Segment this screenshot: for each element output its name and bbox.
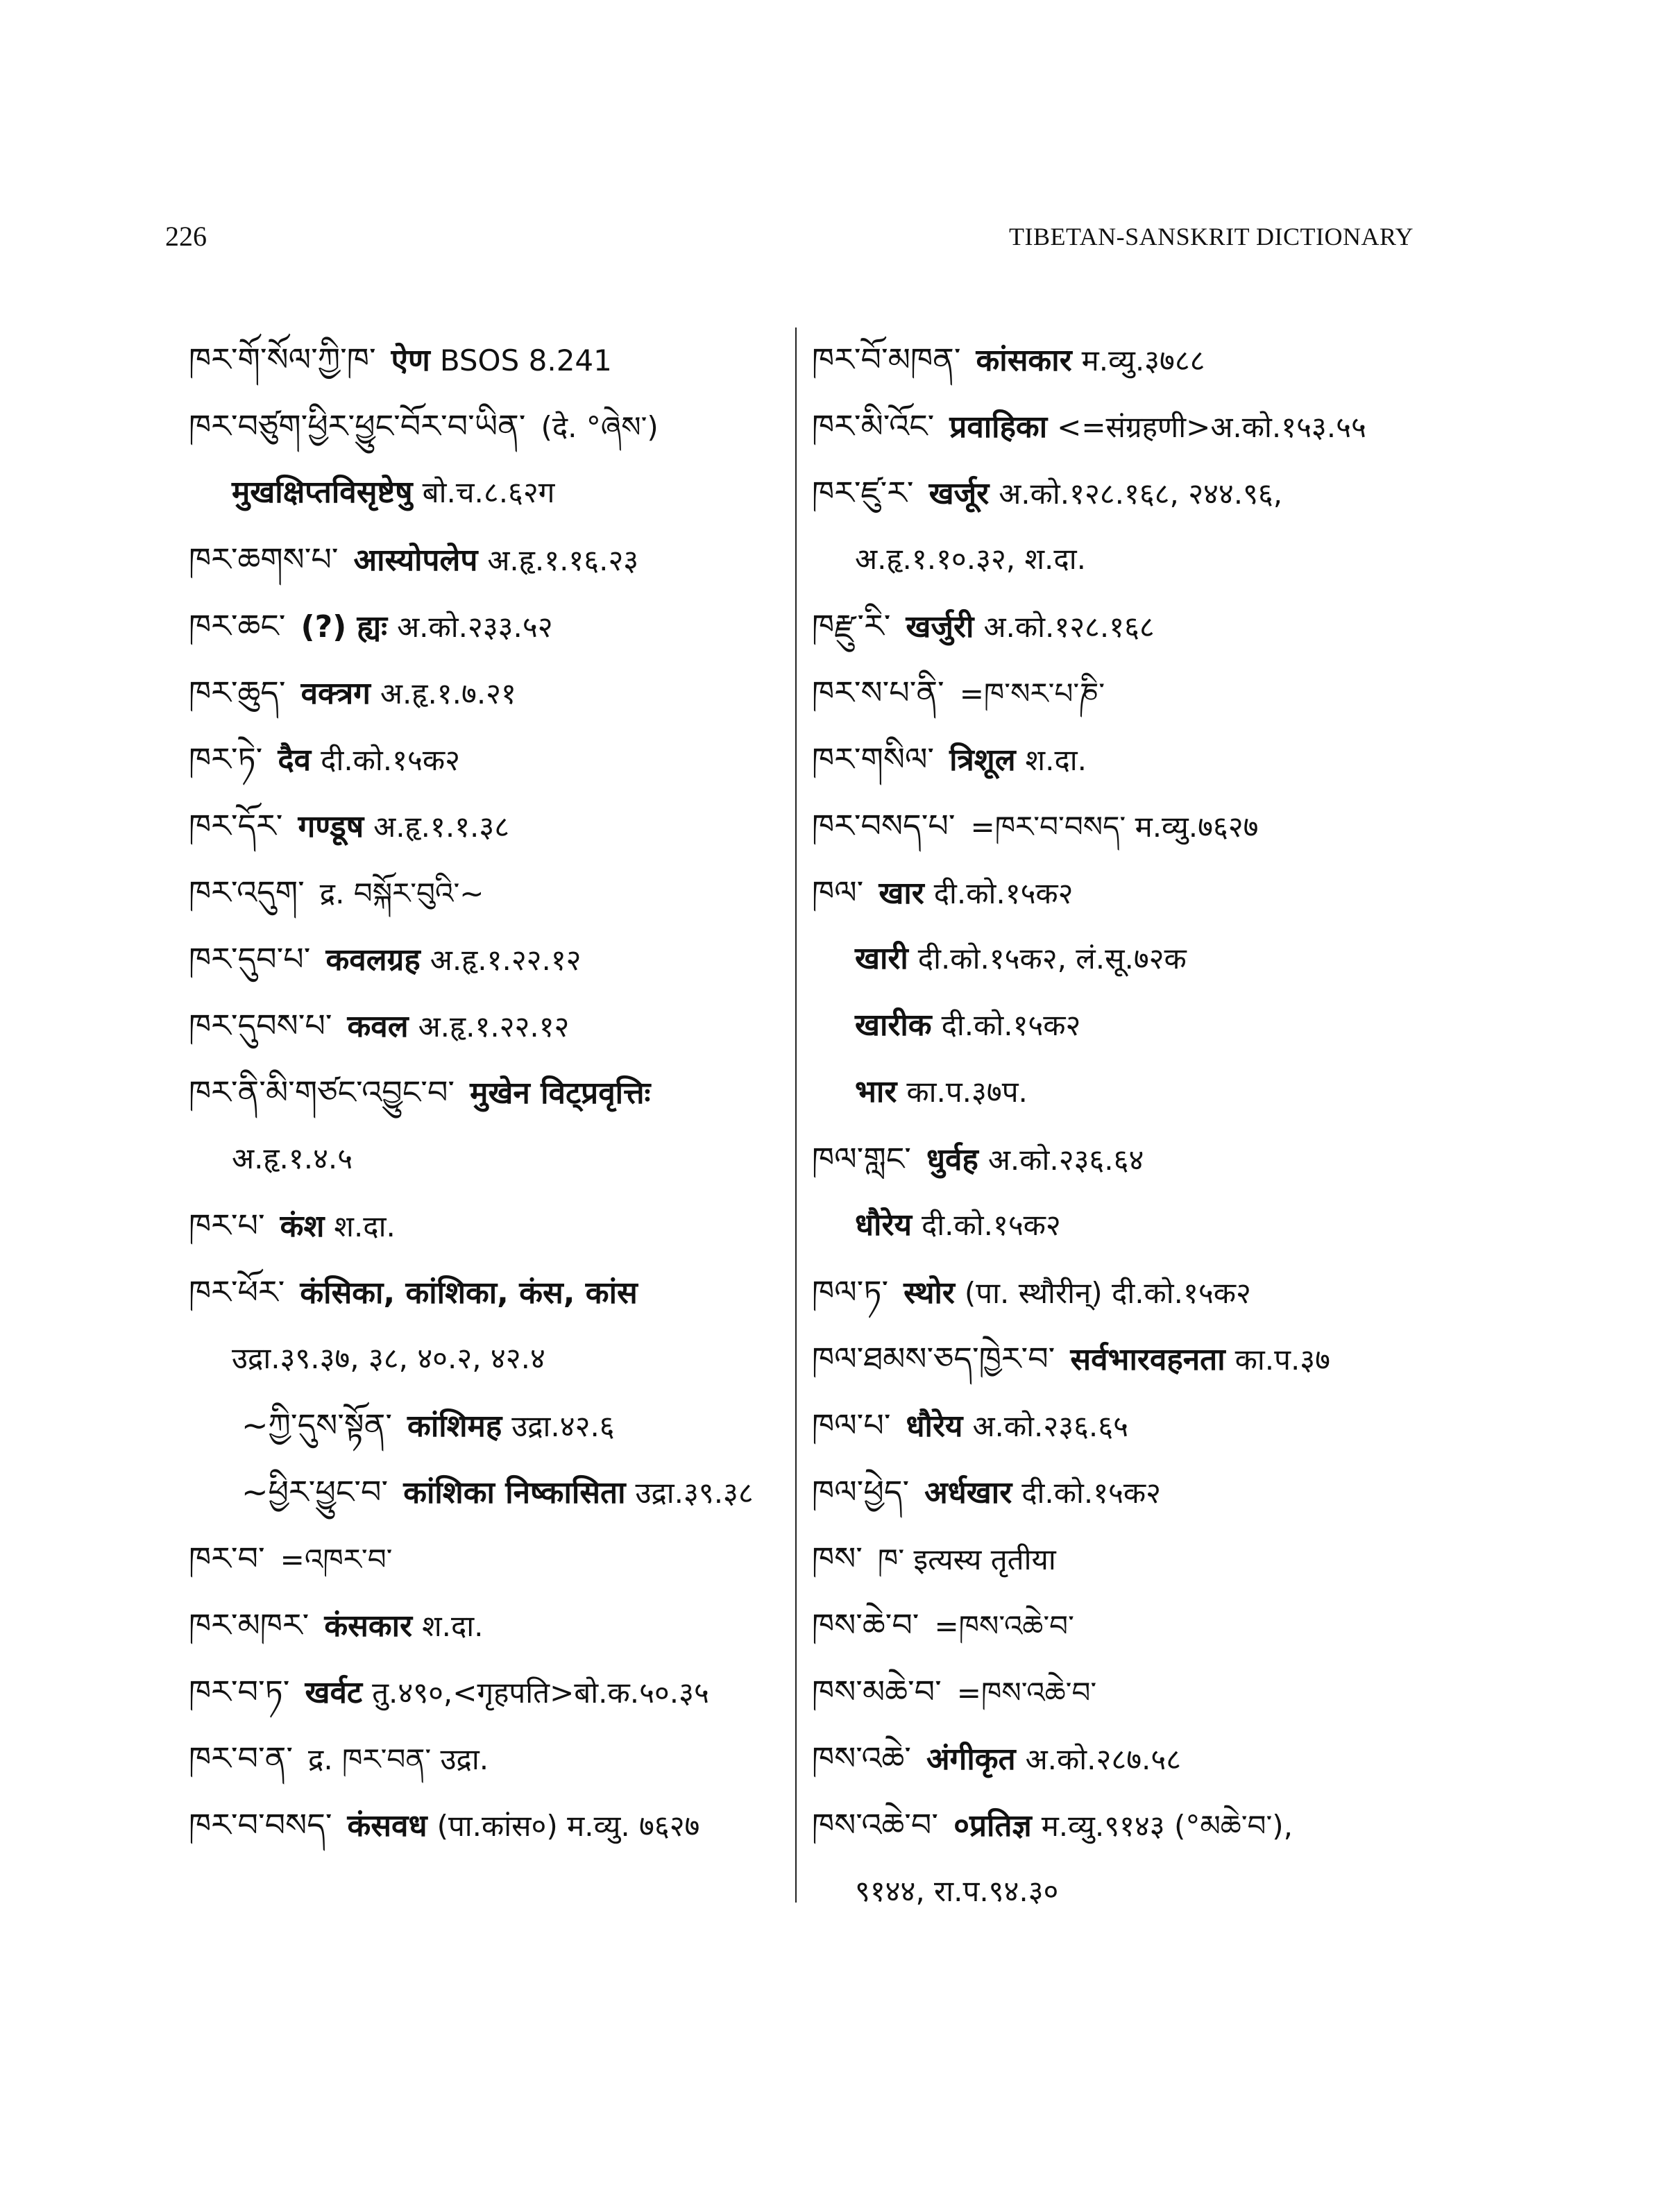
dictionary-entry: [189, 659, 786, 726]
tibetan-headword: ཁར་ཆང་: [189, 607, 286, 645]
source-reference: उद्रा.३९.३८: [635, 1476, 754, 1510]
dictionary-entry: [812, 1059, 1423, 1125]
source-reference: अ.हृ.१.१६.२३: [487, 543, 639, 577]
dictionary-entry: [812, 1725, 1423, 1792]
tibetan-headword: ཁལ་ཐམས་ཅད་ཁྱེར་བ་: [812, 1340, 1055, 1377]
sanskrit-equivalent: अंगीकृत: [926, 1742, 1016, 1777]
tibetan-headword: ཁལ་: [812, 874, 864, 911]
source-reference: अ.हृ.१.२२.१२: [418, 1010, 570, 1044]
sanskrit-equivalent: वक्त्रग: [300, 676, 371, 711]
sanskrit-equivalent: मुखेन विट्प्रवृत्तिः: [470, 1075, 651, 1111]
source-reference: दी.को.१५क२: [933, 876, 1074, 910]
dictionary-entry: [189, 726, 786, 792]
dictionary-entry: [189, 926, 786, 992]
tibetan-headword: ཁར་ཆུད་: [189, 674, 286, 711]
source-reference: श.दा.: [1025, 743, 1087, 777]
dictionary-entry: [189, 859, 786, 926]
tibetan-headword: ཁར་བོ་མཁན་: [812, 341, 961, 378]
column-divider: [795, 327, 797, 1903]
sanskrit-equivalent: कवल: [347, 1009, 409, 1044]
dictionary-entry: [812, 1592, 1423, 1658]
page-number: 226: [165, 221, 207, 252]
source-reference: दी.को.१५क२: [921, 1208, 1061, 1242]
dictionary-entry: [812, 393, 1423, 459]
left-column: [189, 326, 786, 1858]
sanskrit-equivalent: अर्धखार: [924, 1475, 1012, 1511]
tibetan-headword: ཁལ་ཏ་: [812, 1273, 889, 1311]
tibetan-headword: ཁར་པ་: [189, 1207, 265, 1244]
dictionary-entry: [189, 1525, 786, 1592]
dictionary-entry: [189, 1325, 786, 1392]
source-reference: ཁ་ इत्यस्य तृतीया: [877, 1542, 1056, 1576]
dictionary-entry: [189, 1792, 786, 1858]
sanskrit-equivalent: आस्योपलेप: [353, 543, 478, 578]
dictionary-entry: [812, 859, 1423, 926]
sanskrit-equivalent: कांशिमह: [407, 1409, 502, 1444]
source-reference: अ.हृ.१.१०.३२, श.दा.: [855, 542, 1086, 576]
tibetan-headword: ཁར་འདུག་: [189, 874, 305, 911]
source-reference: =འཁར་བ་: [280, 1542, 393, 1576]
tibetan-headword: ཁར་ཕོར་: [189, 1273, 285, 1311]
source-reference: (पा.कांस०) म.व्यु. ७६२७: [436, 1809, 700, 1843]
dictionary-entry: [812, 1392, 1423, 1458]
dictionary-entry: [189, 1059, 786, 1125]
tibetan-headword: ཁལ་གླང་: [812, 1140, 911, 1177]
sanskrit-equivalent: खर्जुरी: [906, 609, 974, 645]
tibetan-headword: ཁས་མཆེ་བ་: [812, 1673, 942, 1710]
tibetan-headword: ཁར་བ་: [189, 1540, 265, 1577]
sanskrit-equivalent: मुखक्षिप्तविसृष्टेषु: [232, 475, 413, 510]
dictionary-entry: [189, 1658, 786, 1725]
tibetan-headword: ཁར་ཏེ་: [189, 740, 263, 778]
sanskrit-equivalent: खारीक: [855, 1007, 932, 1043]
source-reference: बो.च.८.६२ग: [422, 475, 555, 509]
source-reference: दी.को.१५क२: [321, 743, 460, 777]
dictionary-entry: [189, 992, 786, 1059]
dictionary-entry: [189, 1392, 786, 1458]
tibetan-headword: ཁར་མི་འོང་: [812, 407, 935, 445]
sanskrit-equivalent: कंसिका, कांशिका, कंस, कांस: [300, 1275, 638, 1311]
source-reference: अ.को.२३६.६४: [987, 1143, 1144, 1177]
sanskrit-equivalent: खार: [879, 876, 924, 911]
dictionary-entry: [189, 1458, 786, 1525]
dictionary-entry: [812, 1858, 1423, 1925]
source-reference: =ཁས་འཆེ་བ་: [956, 1676, 1097, 1710]
dictionary-entry: [812, 1325, 1423, 1392]
sanskrit-equivalent: कंसकार: [324, 1608, 413, 1644]
dictionary-entry: [189, 1259, 786, 1325]
tibetan-headword: ཁལ་ཕྱེད་: [812, 1473, 910, 1511]
source-reference: म.व्यु.३७८८: [1081, 343, 1205, 377]
source-reference: अ.को.२३३.५२: [397, 610, 553, 644]
source-reference: अ.हृ.१.४.५: [232, 1141, 353, 1175]
dictionary-entry: [812, 1125, 1423, 1192]
dictionary-entry: [812, 1525, 1423, 1592]
sanskrit-equivalent: खर्जूर: [928, 476, 990, 511]
source-reference: अ.हृ.१.७.२१: [380, 677, 516, 711]
source-reference: =ཁར་བ་བསད་ म.व्यु.७६२७: [970, 810, 1259, 844]
source-reference: <=संग्रहणी>अ.को.१५३.५५: [1057, 410, 1366, 444]
dictionary-entry: [812, 459, 1423, 526]
tibetan-headword: ཁར་བ་ན་: [189, 1739, 294, 1777]
source-reference: श.दा.: [422, 1609, 484, 1643]
source-reference: का.प.३७: [1234, 1343, 1330, 1377]
source-reference: अ.को.१२८.१६८, २४४.९६,: [999, 477, 1283, 511]
dictionary-entry: [812, 326, 1423, 393]
sanskrit-equivalent: खारी: [855, 941, 908, 976]
source-reference: BSOS 8.241: [439, 343, 612, 377]
source-reference: अ.हृ.१.१.३८: [373, 810, 510, 844]
source-reference: तु.४९०,<गृहपति>बो.क.५०.३५: [372, 1676, 709, 1710]
tibetan-headword: ཁར་བ་ཏ་: [189, 1673, 290, 1710]
tibetan-headword: ཁར་ནི་མི་གཙང་འབྱུང་བ་: [189, 1073, 455, 1111]
sanskrit-equivalent: प्रवाहिका: [949, 409, 1048, 445]
tibetan-headword: ཁལ་པ་: [812, 1406, 891, 1444]
right-column: [812, 326, 1423, 1925]
sanskrit-equivalent: कांसकार: [976, 343, 1072, 378]
source-reference: अ.को.२८७.५८: [1025, 1742, 1182, 1776]
source-reference: ९१४४, रा.प.९४.३०: [855, 1874, 1059, 1908]
source-reference: अ.को.२३६.६५: [972, 1409, 1128, 1443]
dictionary-entry: [189, 1192, 786, 1259]
tibetan-headword: ~ཀྱི་དུས་སྟོན་: [241, 1406, 393, 1444]
sanskrit-equivalent: ०प्रतिज्ञ: [953, 1808, 1032, 1844]
tibetan-headword: ཁར་ས་པ་ནི་: [812, 674, 944, 711]
dictionary-entry: [812, 1458, 1423, 1525]
tibetan-headword: ཁར་བཙུག་ཕྱིར་ཕྱུང་བོར་བ་ཡིན་: [189, 407, 526, 445]
tibetan-headword: ཁར་དུབས་པ་: [189, 1007, 332, 1044]
dictionary-entry: [812, 1792, 1423, 1858]
dictionary-entry: [189, 326, 786, 393]
source-reference: दी.को.१५क२, लं.सू.७२क: [917, 942, 1187, 976]
sanskrit-equivalent: धौरेय: [855, 1207, 912, 1243]
dictionary-entry: [812, 926, 1423, 992]
sanskrit-equivalent: कवलग्रह: [325, 942, 421, 978]
tibetan-headword: ཁར་ཛུ་ར་: [812, 474, 914, 511]
source-reference: अ.हृ.१.२२.१२: [430, 943, 582, 977]
dictionary-entry: [812, 1658, 1423, 1725]
sanskrit-equivalent: कंश: [280, 1209, 325, 1244]
source-reference: म.व्यु.९१४३ (°མཆེ་བ་),: [1041, 1809, 1293, 1843]
sanskrit-equivalent: धुर्वह: [926, 1142, 978, 1177]
dictionary-entry: [189, 1592, 786, 1658]
source-reference: (पा. स्थौरीन्) दी.को.१५क२: [964, 1276, 1251, 1310]
sanskrit-equivalent: ऐण: [391, 343, 430, 378]
tibetan-headword: ཁས་འཆེ་: [812, 1739, 911, 1777]
dictionary-entry: [812, 659, 1423, 726]
dictionary-entry: [189, 1725, 786, 1792]
sanskrit-equivalent: भार: [855, 1074, 897, 1109]
dictionary-entry: [812, 526, 1423, 593]
tibetan-headword: ཁར་བ་བསད་: [189, 1806, 332, 1844]
source-reference: =ཁ་སར་པ་ཎི་: [959, 677, 1105, 711]
sanskrit-equivalent: गण्डूष: [298, 809, 364, 844]
source-reference: उद्रा.३९.३७, ३८, ४०.२, ४२.४: [232, 1341, 545, 1375]
tibetan-headword: ཁར་གསིལ་: [812, 740, 935, 778]
sanskrit-equivalent: धौरेय: [906, 1409, 963, 1444]
source-reference: दी.को.१५क२: [1021, 1476, 1161, 1510]
tibetan-headword: ཁར་དུབ་པ་: [189, 940, 311, 978]
dictionary-entry: [812, 726, 1423, 792]
running-head: TIBETAN-SANSKRIT DICTIONARY: [1009, 223, 1414, 250]
dictionary-entry: [189, 792, 786, 859]
sanskrit-equivalent: स्थोर: [903, 1275, 955, 1311]
source-reference: =ཁས་འཆེ་བ་: [934, 1609, 1074, 1643]
tibetan-headword: ཁས་: [812, 1540, 863, 1577]
tibetan-headword: ཁས་ཆེ་བ་: [812, 1606, 919, 1644]
dictionary-entry: [189, 1125, 786, 1192]
source-reference: अ.को.१२८.१६८: [983, 610, 1155, 644]
dictionary-entry: [189, 593, 786, 659]
tibetan-headword: ཁར་ཆགས་པ་: [189, 541, 339, 578]
source-reference: दी.को.१५क२: [941, 1008, 1081, 1042]
dictionary-entry: [812, 792, 1423, 859]
source-reference: द्र. བསྐོར་བུའི་~: [319, 876, 484, 910]
sanskrit-equivalent: खर्वट: [305, 1675, 363, 1710]
sanskrit-equivalent: सर्वभारवहनता: [1070, 1342, 1225, 1377]
tibetan-headword: ཁར་གོ་སོལ་ཀྱི་ཁ་: [189, 341, 376, 378]
source-reference: (दे. °ཞེས་): [541, 410, 659, 444]
source-reference: द्र. ཁར་བན་ उद्रा.: [308, 1742, 489, 1776]
dictionary-entry: [189, 459, 786, 526]
dictionary-entry: [812, 593, 1423, 659]
source-reference: श.दा.: [334, 1209, 396, 1243]
source-reference: का.प.३७प.: [906, 1075, 1028, 1109]
dictionary-entry: [812, 1259, 1423, 1325]
dictionary-entry: [189, 393, 786, 459]
source-reference: उद्रा.४२.६: [511, 1409, 615, 1443]
sanskrit-equivalent: त्रिशूल: [949, 742, 1016, 778]
dictionary-entry: [189, 526, 786, 593]
sanskrit-equivalent: दैव: [278, 742, 312, 778]
tibetan-headword: ཁས་འཆེ་བ་: [812, 1806, 939, 1844]
dictionary-entry: [812, 992, 1423, 1059]
tibetan-headword: ཁར་བསད་པ་: [812, 807, 956, 844]
tibetan-headword: ~ཕྱིར་ཕྱུང་བ་: [241, 1473, 389, 1511]
sanskrit-equivalent: कंसवध: [347, 1808, 427, 1844]
sanskrit-equivalent: (?) ह्यः: [300, 609, 388, 645]
tibetan-headword: ཁརྫུ་རི་: [812, 607, 891, 645]
tibetan-headword: ཁར་དོར་: [189, 807, 283, 844]
sanskrit-equivalent: कांशिका निष्कासिता: [403, 1475, 626, 1511]
tibetan-headword: ཁར་མཁར་: [189, 1606, 309, 1644]
dictionary-entry: [812, 1192, 1423, 1259]
